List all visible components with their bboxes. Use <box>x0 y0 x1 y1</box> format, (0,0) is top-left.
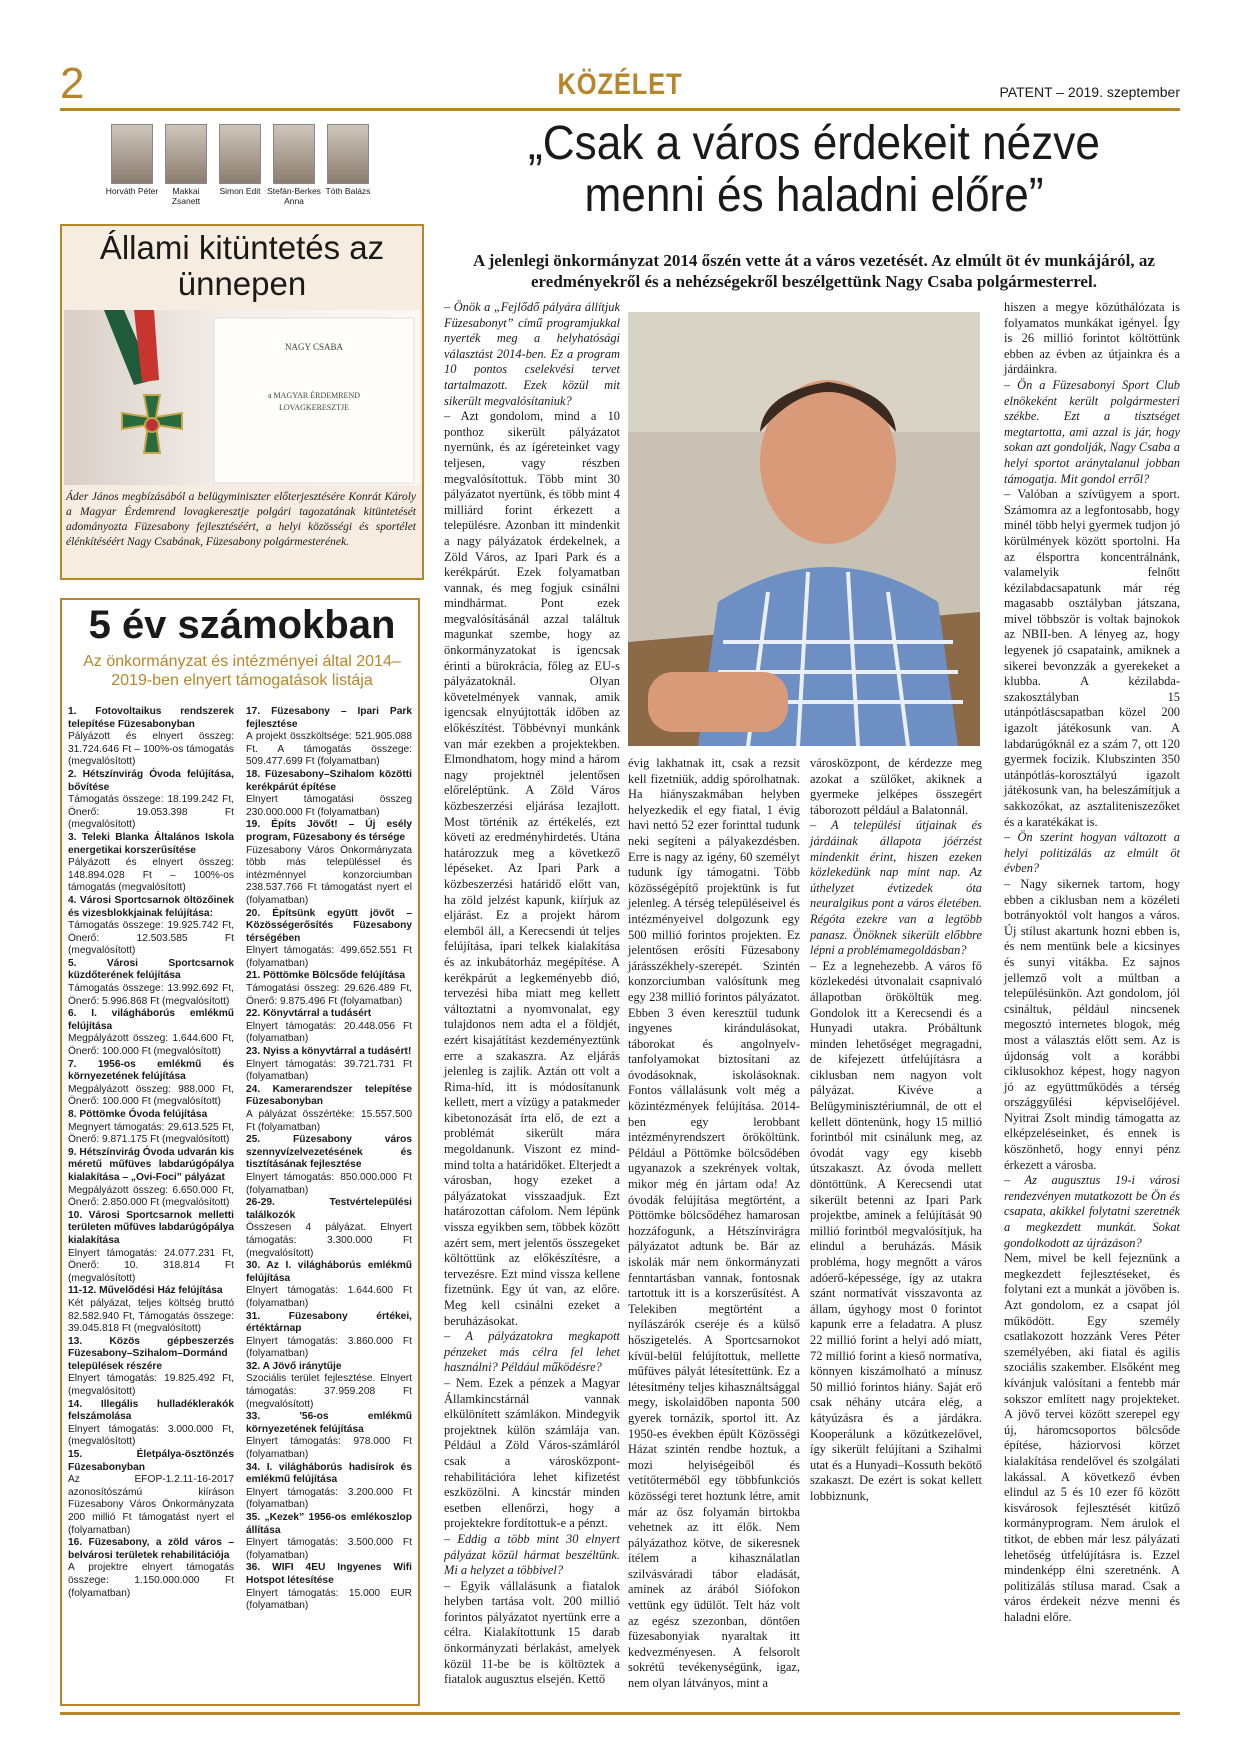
grant-item <box>68 1109 234 1147</box>
grant-title: 4. Városi Sportcsarnok öltözőinek és vizesblokkjainak felújítása: <box>68 894 234 919</box>
grant-item <box>68 1285 234 1335</box>
article-column-4 <box>1004 300 1180 1625</box>
grant-details: Pályázott és elnyert összeg: 31.724.646 Ft – 100%-os támogatás (megvalósított) <box>68 731 234 768</box>
author-photo <box>219 124 261 184</box>
grant-details: A projektre elnyert támogatás összege: 1.150.000.000 Ft (folyamatban) <box>68 1562 234 1599</box>
grant-details: Megpályázott összeg: 988.000 Ft, Önerő: 100.000 Ft (megvalósított) <box>68 1083 234 1108</box>
grant-title: 6. I. világháborús emlékmű felújítása <box>68 1008 234 1032</box>
grant-title: 21. Pöttömke Bölcsőde felújítása <box>246 970 406 982</box>
top-rule <box>60 108 1180 111</box>
grant-details: Szociális terület fejlesztése. Elnyert támogatás: 37.959.208 Ft (megvalósított) <box>246 1373 412 1410</box>
award-photo <box>64 310 420 485</box>
grant-title: 30. Az I. világháborús emlékmű felújítása <box>246 1260 412 1284</box>
grant-title: 11-12. Művelődési Ház felújítása <box>68 1285 223 1297</box>
interview-question: – Ön a Füzesabonyi Sport Club elnökeként került polgármesteri székbe. Ezt a tisztséget megtartotta, ami azzal is jár, hogy sokan azt gondolják, Nagy Csaba a helyi sportot aránytalanul jobban támogatja. Mit gondol erről? <box>1004 377 1180 486</box>
article-column-1 <box>444 300 620 1688</box>
grant-details: Támogatási összeg: 29.626.489 Ft, Önerő: 9.875.496 Ft (folyamatban) <box>246 983 412 1007</box>
author-photo <box>327 124 369 184</box>
interview-answer: Nem, mivel be kell fejeznünk a megkezdett fejlesztéseket, és folytani ezt a munkát a jövőben is. Azt gondolom, ez a csapat jól működött. Egy személy csatlakozott hozzánk Veres Péter személyében, aki fiatal és agilis szociális szakember. Elsőként meg kívánjuk valósítani a fentebb már sokszor említett nagy projekteket. A jövő tervei között szerepel egy új, háromcsoportos bölcsőde építése, háziorvosi körzet kialakítása rendelővel és szolgálati lakással. A következő évben elindul az 5 és 10 ezer fő között kisvárosok fejlesztését kitűző kormányprogram. Nem árulok el titkot, de ebben már lesz pályázati lehetőség útfelújításra is. Ezzel mindenképp élni szeretnénk. A politizálás stílusa marad. Csak a város érdekeit nézve menni és haladni előre. <box>1004 1251 1180 1624</box>
numbers-subtitle: Az önkormányzat és intézményei által 2014–2019-ben elnyert támogatások listája <box>83 653 401 689</box>
grant-details: Elnyert támogatás: 39.721.731 Ft (folyamatban) <box>246 1058 412 1083</box>
award-title: Állami kitüntetés az ünnepen <box>99 229 385 302</box>
grant-item <box>246 1084 412 1134</box>
grant-details: Elnyert támogatás: 499.652.551 Ft (folyamatban) <box>246 945 412 969</box>
grant-title: 25. Füzesabony város szennyvízelvezetésének és tisztításának fejlesztése <box>246 1134 412 1171</box>
article-column-2 <box>628 756 800 1692</box>
grant-title: 32. A Jövő iránytűje <box>246 1360 342 1372</box>
grant-item <box>246 908 412 971</box>
grant-item <box>246 706 412 769</box>
author-photo <box>165 124 207 184</box>
grant-item <box>246 1046 412 1084</box>
interview-question: – Önök a „Fejlődő pályára állítjuk Füzesabonyt” című programjukkal nyerték meg a helyhatósági választást 2014-ben. Ez a program 10 pontos cselekvési tervet tartalmazott. Ezek közül mit sikerült megvalósítaniuk? <box>444 300 620 408</box>
article-lead: A jelenlegi önkormányzat 2014 őszén vette át a város vezetését. Az elmúlt öt év munkájáról, az eredményekről és a nehézségekről beszélgettünk Nagy Csaba polgármesterrel. <box>473 251 1155 291</box>
grant-item <box>246 1197 412 1260</box>
interview-question: – Az augusztus 19-i városi rendezvényen mutatkozott be Ön és csapata, akikkel folytatni szeretnék a megkezdett munkát. Sokat gondolkodott az újrázáson? <box>1004 1173 1180 1250</box>
grant-details: Elnyert támogatás: 15.000 EUR (folyamatban) <box>246 1587 412 1612</box>
grant-title: 23. Nyiss a könyvtárral a tudásért! <box>246 1046 412 1058</box>
grant-item <box>68 832 234 895</box>
grant-title: 5. Városi Sportcsarnok küzdőterének felújítása <box>68 957 234 982</box>
grant-item <box>246 769 412 819</box>
interview-answer-continued: évig lakhatnak itt, csak a rezsit kell fizetniük, addig spórolhatnak. Ha hiányszakmában helyben helyezkedik el egy fiatal, 1 évig havi nettó 52 ezer forinttal tudunk neki segíteni a pályakezdésben. Erre is nagy az igény, 60 személyt tudunk így támogatni. Több közösségépítő projektünk is fut jelenleg. A térség településeivel és intézményeivel dolgozunk egy 500 millió forintos projekten. Ez jelentősen erősíti Füzesabony járásszékhely-szerepét. Szintén konzorciumban valósítunk meg egy 238 millió forintos pályázatot. Ebben 3 éven keresztül tudunk ingyenes kirándulásokat, táborokat és angolnyelv-tanfolyamokat biztosítani az óvodásoknak, iskolásoknak. Fontos vállalásunk volt még a közintézmények felújítása. 2014-ben egy lerobbant intézményrendszert örököltünk. Például a Pöttömke bölcsődében ugyanazok a szekrények voltak, mikor még én jártam oda! Az óvodák felújítása megtörtént, a Pöttömke bölcsődéhez hamarosan hozzáfogunk, a Hétszínvirágra pályázatot adtunk be. Bár az iskolák már nem önkormányzati fenntartásban vannak, fontosnak tartottuk itt is a korszerűsítést. A Telekiben megtörtént a nyílászárók cseréje és a külső hőszigetelés. A Sportcsarnokot kívül-belül felújítottuk, mellette műfüves pályát létesítettünk. Ez a létesítmény teljes kihasználtsággal megy, iskolaidőben naponta 500 gyerek tornázik, sportol itt. Az 1950-es években épült Közösségi Házat szintén rendbe hoztuk, a mozi helyiségeiből és vetítőterméből egy többfunkciós közösségi teret hoztunk létre, amit már az ősz folyamán birtokba vehetnek az itt élők. Nem pályázathoz kötve, de sikeresnek ítélem a kihasználatlan szilvásváradi tábor eladását, aminek az árából Siófokon vettünk egy üdülőt. Telt ház volt az egész szezonban, döntően füzesabonyiak nyaraltak itt kedvezményesen. A felsorolt sokrétű tevékenységünk, igaz, nem olyan látványos, mint a <box>628 756 800 1691</box>
grant-item <box>68 1147 234 1210</box>
grant-title: 22. Könyvtárral a tudásért <box>246 1008 372 1020</box>
grant-title: 26-29. Testvértelepülési találkozók <box>246 1197 412 1221</box>
grant-title: 34. I. világháborús hadisírok és emlékmű felújítása <box>246 1461 412 1486</box>
grant-details: Elnyert támogatás: 24.077.231 Ft, Önerő: 10. 318.814 Ft (megvalósított) <box>68 1247 234 1284</box>
mayor-portrait-image <box>628 312 980 746</box>
grant-item <box>68 1336 234 1399</box>
grant-item <box>246 1311 412 1361</box>
author-photo <box>111 124 153 184</box>
grant-details: Támogatás összege: 19.925.742 Ft, Önerő: 12.503.585 Ft (megvalósított) <box>68 920 234 957</box>
grant-details: Támogatás összege: 18.199.242 Ft, Önerő: 19.053.398 Ft (megvalósított) <box>68 794 234 831</box>
grant-title: 14. Illegális hulladéklerakók felszámolása <box>68 1398 234 1423</box>
grant-details: Elnyert támogatás: 3.860.000 Ft (folyamatban) <box>246 1335 412 1360</box>
grant-details: Elnyert támogatás: 19.825.492 Ft, (megvalósított) <box>68 1373 234 1398</box>
grant-item <box>68 958 234 1008</box>
grant-details: Elnyert támogatási összeg 230.000.000 Ft (folyamatban) <box>246 794 412 818</box>
interview-answer: hiszen a megye közúthálózata is folyamatos munkákat igényel. Így is 26 millió forintot költöttünk ebben az évben az útjainkra és a járdáinkra. <box>1004 300 1180 377</box>
grant-details: Elnyert támogatás: 850.000.000 Ft (folyamatban) <box>246 1171 412 1196</box>
author-photo <box>273 124 315 184</box>
grant-item <box>68 1399 234 1449</box>
grant-item <box>68 706 234 769</box>
grant-details: Elnyert támogatás: 3.000.000 Ft, (megvalósított) <box>68 1423 234 1448</box>
grant-title: 3. Teleki Blanka Általános Iskola energetikai korszerűsítése <box>68 831 234 856</box>
interview-question: – A pályázatokra megkapott pénzeket más célra fel lehet használni? Például működésre? <box>444 1329 620 1375</box>
interview-answer: – Egyik vállalásunk a fiatalok helyben tartása volt. 200 millió forintos pályázatot nyertünk erre a célra. Kialakítottunk 15 darab önkormányzati bérlakást, amelyek közül 11-be be is költöztek a fiatalok augusztus elsején. Kettő <box>444 1578 620 1687</box>
grant-details: Füzesabony Város Önkormányzata több más településsel és intézménnyel konzorciumban 238.537.766 Ft támogatást nyert el (folyamatban) <box>246 844 412 906</box>
grant-item <box>68 1059 234 1109</box>
grant-item <box>68 1449 234 1537</box>
grant-title: 33. '56-os emlékmű környezetének felújítása <box>246 1411 412 1435</box>
grant-title: 10. Városi Sportcsarnok melletti területen műfüves labdarúgópálya kialakítása <box>68 1209 234 1246</box>
grant-item <box>246 1512 412 1562</box>
interview-question: – Eddig a több mint 30 elnyert pályázat közül hármat beszéltünk. Mi a helyzet a többivel? <box>444 1531 620 1578</box>
grant-title: 35. „Kezek” 1956-os emlékoszlop állítása <box>246 1512 412 1536</box>
grant-title: 2. Hétszínvirág Óvoda felújítása, bővítése <box>68 768 234 793</box>
grant-list-column-1 <box>68 706 234 1600</box>
interview-answer: – Valóban a szívügyem a sport. Számomra az a legfontosabb, hogy minél több helyi gyermek tudjon jó körülmények között sportolni. Ha az élsportra koncentrálnánk, valamelyik felnőtt kézilabdacsapatunk már rég magasabb osztályban játszana, mivel többször is voltak bajnokok az NBII-ben. A lényeg az, hogy legyenek jó csapataink, amiknek a sikerei bevonzzák a gyerekeket a klubba. A kézilabda-szakosztályban 15 utánpótláscsapatban közel 200 igazolt játékosunk van. A labdarúgóknál ez a szám 7, ott 120 gyermek focizik. Klubszinten 350 utánpótlás-korosztályú igazolt játékosunk van, ha beleszámítjuk a sakkozókat, az asztaliteniszezőket és a karatékákat is. <box>1004 487 1180 829</box>
article-column-3 <box>810 756 982 1505</box>
grant-title: 31. Füzesabony értékei, értéktárnap <box>246 1310 412 1335</box>
grant-item <box>68 1210 234 1286</box>
grant-title: 36. WIFI 4EU Ingyenes Wifi Hotspot létesítése <box>246 1562 412 1586</box>
grant-item <box>68 769 234 832</box>
grant-list-column-2 <box>246 706 412 1613</box>
grant-details: Megnyert támogatás: 29.613.525 Ft, Önerő: 9.871.175 Ft (megvalósított) <box>68 1121 234 1146</box>
grant-title: 7. 1956-os emlékmű és környezetének felújítása <box>68 1058 234 1083</box>
bottom-rule <box>60 1712 1180 1715</box>
grant-item <box>68 895 234 958</box>
grant-details: Elnyert támogatás: 3.200.000 Ft (folyamatban) <box>246 1486 412 1511</box>
medal-certificate-image <box>64 310 420 485</box>
medal-cross-icon <box>122 395 182 453</box>
certificate-line: LOVAGKERESZTJE <box>278 403 350 412</box>
issue-line: PATENT – 2019. szeptember <box>999 84 1180 100</box>
article-headline: „Csak a város érdekeit nézve menni és haladni előre” <box>528 117 1100 222</box>
author-name: Makkai Zsanett <box>171 186 201 206</box>
grant-item <box>246 1462 412 1512</box>
grant-details: Támogatás összege: 13.992.692 Ft, Önerő: 5.996.868 Ft (megvalósított) <box>68 983 234 1007</box>
interview-answer: – Nem. Ezek a pénzek a Magyar Államkincstárnál vannak elkülönített számlákon. Mindegyik projektnek külön számlája van. Például a Zöld Város-számláról csak a városközpont-rehabilitációra lehet kifizetést eszközölni. A kincstár minden esetben ellenőrzi, hogy a projektekre fordítottuk-e a pénzt. <box>444 1375 620 1531</box>
grant-item <box>246 1562 412 1612</box>
award-caption: Áder János megbízásából a belügyminiszter előterjesztésére Konrát Károly a Magyar Érdemrend lovagkeresztje polgári tagozatának kitüntetését adományozta Füzesabony fejlesztéséért, a helyi közösségi és sportélet élénkítéséért Nagy Csabának, Füzesabony polgármesterének. <box>66 491 416 548</box>
grant-title: 24. Kamerarendszer telepítése Füzesabonyban <box>246 1083 412 1108</box>
grant-details: Elnyert támogatás: 3.500.000 Ft (folyamatban) <box>246 1537 412 1561</box>
grant-title: 1. Fotovoltaikus rendszerek telepítése Füzesabonyban <box>68 706 234 730</box>
interview-answer-continued: városközpont, de kérdezze meg azokat a szülőket, akiknek a gyermeke jelképes összegért táborozott például a Balatonnál. <box>810 756 982 817</box>
grant-title: 19. Építs Jövőt! – Új esély program, Füzesabony és térsége <box>246 819 412 843</box>
author-name: Simon Edit <box>219 186 261 196</box>
interview-answer: – Nagy sikernek tartom, hogy ebben a ciklusban nem a közéleti botrányoktól volt hangos a város. Új stílust akartunk hozni ebben is, és nem mentünk bele a kicsinyes és sunyi vitákba. Ez sajnos jellemző volt a múltban a településünkön. Azt gondolom, jól csináltuk, például nincsenek megosztó internetes blogok, még most a választás előtt sem. Az is újdonság volt a korábbi ciklusokhoz képest, hogy nagyon jó az együttműködés a térség országgyűlési képviselőjével. Nyitrai Zsolt mindig támogatta az elképzeléseinket, és ennek is köszönhető, hogy ennyi pénz érkezett a városba. <box>1004 876 1180 1172</box>
author-name: Stefán-Berkes Anna <box>267 186 321 206</box>
grant-item <box>246 1008 412 1046</box>
grant-details: Elnyert támogatás: 20.448.056 Ft (folyamatban) <box>246 1020 412 1045</box>
interview-answer: – Ez a legnehezebb. A város fő közlekedési útvonalait csapnivaló állapotban örököltük meg. Gondolok itt a Kerecsendi és a Hunyadi utakra. Próbáltunk minden lehetőséget megragadni, de kifejezett útfelújításra a ciklusban nem nagyon volt pályázat. Kivéve a Belügyminisztériumnál, de ott el kellett döntenünk, hogy 15 millió forintból mit csinálunk meg, az óvodát vagy egy kisebb útszakaszt. Az óvoda mellett döntöttünk. A Kerecsendi utat sikerült betenni az Ipari Park projektbe, aminek a felújítását 90 millió forintból megvalósítjuk, ha elindul a beruházás. Másik probléma, hogy megnőtt a város adóerő-képessége, így az utakra szánt normatívát visszavonta az állam, úgyhogy most 0 forintot kapunk erre a feladatra. A plusz 22 millió forint a helyi adó miatt, 72 millió forint a kieső normatíva, könnyen kiszámolható a mínusz 50 millió forintos hiány. Saját erő csak néhány utcára elég, a kátyúzásra és a járdákra. Kooperálunk a közútkezelővel, így sikerült felújítani a Szihalmi utat és a Hunyadi–Kossuth bekötő szakaszt. De ezért is sokat kellett lobbiznunk, <box>810 958 982 1503</box>
grant-title: 17. Füzesabony – Ipari Park fejlesztése <box>246 706 412 730</box>
grant-title: 9. Hétszínvirág Óvoda udvarán kis méretű műfüves labdarúgópálya kialakítása – „Ovi-Foci” pályázat <box>68 1146 234 1183</box>
grant-title: 13. Közös gépbeszerzés Füzesabony–Szihalom–Dormánd települések részére <box>68 1335 234 1372</box>
grant-item <box>68 1008 234 1058</box>
interview-question: – Ön szerint hogyan változott a helyi politizálás az elmúlt öt évben? <box>1004 830 1180 876</box>
grant-details: Az EFOP-1.2.11-16-2017 azonosítószámú kiíráson Füzesabony Város Önkormányzata 200 millió Ft támogatást nyert el (folyamatban) <box>68 1474 234 1536</box>
interview-answer: – Azt gondolom, mind a 10 ponthoz sikerült pályázatot nyernünk, és az ígéreteinket vagy teljesen, vagy részben megvalósítottuk. Több mint 30 pályázatot nyertünk, és több mint 4 milliárd forint érkezett a településre. Azonban itt mindenkit a nagy pályázatok érdekelnek, a Zöld Város, az Ipari Park és a kerékpárút. Ezek folyamatban vannak, és meg fogjuk csinálni mindhármat. Pont ezek megvalósításánál azzal találtuk magunkat szembe, hogy az önkormányzatokat is igencsak érinti a bürokrácia, főleg az EU-s pályázatoknál. Olyan követelmények vannak, amik igencsak elnyújtották időben az előkészítést. Többévnyi munkánk van már ezekben a projektekben. Elmondhatom, hogy mind a három nagy projektnél jelentősen előreléptünk. A Zöld Város közbeszerzési eljárása lezajlott. Most történik az értékelés, ezt követi az eredményhirdetés. Utána határozzuk meg a következő lépéseket. Az Ipari Park a közbeszerzési határidő előtt van, ha zöld jelzést kapunk, kiírjuk az eljárást. Ez a projekt három elemből áll, a Kerecsendi út teljes felújítása, ipari telkek kialakítása és az inkubátorház megépítése. A kerékpárút a legkeményebb dió, tervezési hiba miatt meg kellett változtatni a nyomvonalat, egy tulajdonos nem adta el a földjét, ezért kisajátítást kezdeményeztünk erre a szakaszra. Az eljárás jelenleg is zajlik. Aztán ott volt a Rima-híd, itt is módosítanunk kellett, mert a vízügy a patakmeder kibetonozását írta elő, de ezt a problémát sikerült mára megoldanunk. Viszont ez mind-mind tolta a határidőket. Elterjedt a városban, hogy ezeket a pályázatokat visszaadjuk. Ezt határozottan cáfolom. Nem lépünk vissza egyikben sem, többek között azért sem, mert jelentős összegeket költöttünk az előkészítésre, a tervezésre. Ezt mind vissza kellene fizetnünk. Egy út van, az előre. Meg kell csinálni ezeket a beruházásokat. <box>444 409 620 1328</box>
grant-details: A pályázat összértéke: 15.557.500 Ft (folyamatban) <box>246 1109 412 1133</box>
grant-title: 20. Építsünk együtt jövőt – Közösségerősítés Füzesabony térségében <box>246 907 412 944</box>
grant-title: 16. Füzesabony, a zöld város – belvárosi területek rehabilitációja <box>68 1537 234 1561</box>
interview-photo <box>628 312 980 746</box>
author-card <box>266 124 322 206</box>
grant-details: Két pályázat, teljes költség bruttó 82.582.940 Ft, Támogatás összege: 39.045.818 Ft (megvalósított) <box>68 1297 234 1335</box>
grant-item <box>246 970 412 1008</box>
page-number: 2 <box>60 59 85 108</box>
author-card <box>212 124 268 196</box>
certificate-line: a MAGYAR ÉRDEMREND <box>268 391 360 400</box>
author-name: Tóth Balázs <box>325 186 371 196</box>
grant-item <box>246 1411 412 1461</box>
grant-item <box>246 1134 412 1197</box>
grant-details: A projekt összköltsége: 521.905.088 Ft. A támogatás összege: 509.477.699 Ft (folyamatban) <box>246 731 412 768</box>
author-card <box>104 124 160 196</box>
grant-item <box>246 1260 412 1310</box>
grant-item <box>68 1537 234 1600</box>
grant-title: 15. Életpálya-ösztönzés Füzesabonyban <box>68 1449 234 1473</box>
grant-title: 18. Füzesabony–Szihalom közötti kerékpárút építése <box>246 768 412 793</box>
grant-item <box>246 819 412 907</box>
grant-details: Összesen 4 pályázat. Elnyert támogatás: 3.300.000 Ft (megvalósított) <box>246 1222 412 1259</box>
grant-title: 8. Pöttömke Óvoda felújítása <box>68 1109 208 1120</box>
grant-details: Elnyert támogatás: 1.644.600 Ft (folyamatban) <box>246 1285 412 1309</box>
author-name: Horváth Péter <box>105 186 159 196</box>
numbers-title: 5 év számokban <box>88 603 396 647</box>
grant-item <box>246 1361 412 1411</box>
grant-details: Elnyert támogatás: 978.000 Ft (folyamatban) <box>246 1436 412 1461</box>
interview-question: – A települési útjainak és járdáinak állapota jóérzést mindenkit érint, hiszen ezeken közlekedünk nap mint nap. Az úthelyzet évtizedek óta neuralgikus pont a város életében. Régóta ezekre van a legtöbb panasz. Önöknek sikerült előbbre lépni a problémamegoldásban? <box>810 818 982 958</box>
author-card <box>320 124 376 196</box>
certificate-name: NAGY CSABA <box>285 342 343 352</box>
author-card <box>158 124 214 206</box>
section-title: KÖZÉLET <box>557 68 683 101</box>
grant-details: Megpályázott összeg: 1.644.600 Ft, Önerő: 100.000 Ft (megvalósított) <box>68 1033 234 1058</box>
grant-details: Pályázott és elnyert összeg: 148.894.028 Ft – 100%-os támogatás (megvalósított) <box>68 857 234 894</box>
grant-details: Megpályázott összeg: 6.650.000 Ft, Önerő: 2.850.000 Ft (megvalósított) <box>68 1184 234 1209</box>
